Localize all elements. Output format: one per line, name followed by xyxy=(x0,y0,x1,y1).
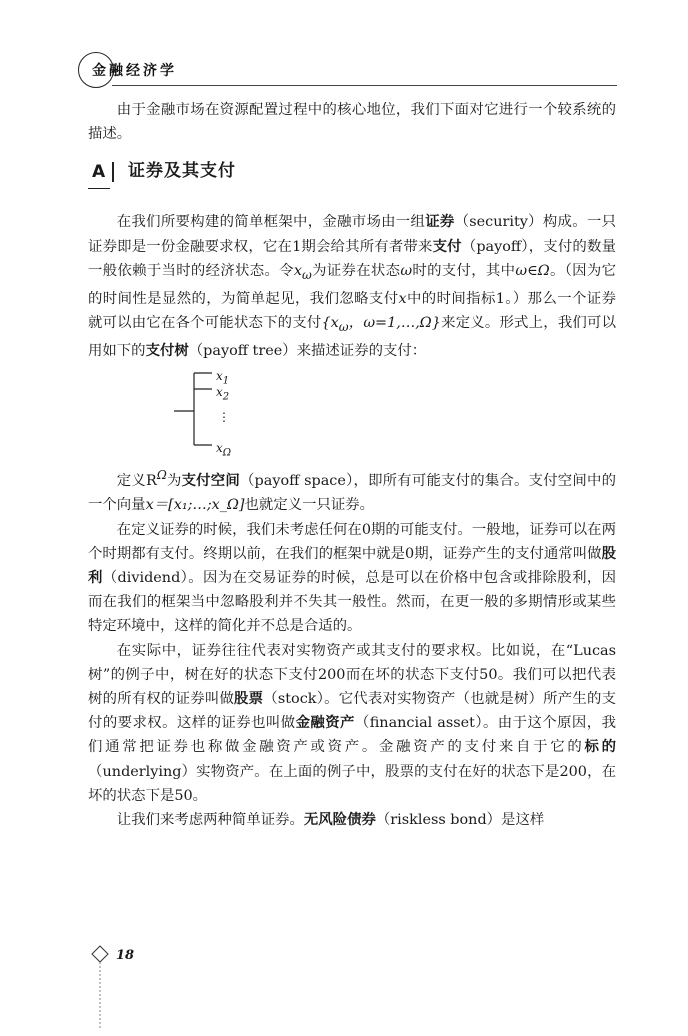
term-security: 证券 xyxy=(425,214,455,231)
term-financial-asset: 金融资产 xyxy=(295,715,355,732)
text: 中的时间指标1。）那么一个证券就可以由它在各个可能状态下的支付 xyxy=(88,290,616,332)
text: （payoff space），即所有可能支付的集合。支付空间中的一个向量 xyxy=(88,473,616,514)
paragraph-dividend xyxy=(88,518,616,639)
term-underlying: 标的 xyxy=(584,739,616,756)
running-header xyxy=(78,52,618,92)
term-riskless-bond: 无风险债券 xyxy=(303,812,376,829)
section-heading xyxy=(88,154,616,204)
math-var: {x xyxy=(321,315,339,332)
payoff-tree-diagram xyxy=(88,367,616,459)
math-var: x xyxy=(216,441,223,456)
tree-ellipsis: ⋮ xyxy=(218,410,230,425)
text: 时的支付，其中 xyxy=(412,262,516,279)
text: （stock）。它代表对实物资产（也就是树）所产生的支付的要求权。这样的证券也叫做 xyxy=(88,691,616,732)
text: （payoff tree）来描述证券的支付： xyxy=(188,343,427,360)
math-var: x xyxy=(398,290,407,307)
tree-leaf-xn xyxy=(216,436,231,466)
math-var: x xyxy=(293,262,302,279)
section-underline xyxy=(88,188,110,189)
paragraph-payoff-space xyxy=(88,463,616,517)
term-payoff: 支付 xyxy=(432,238,462,255)
text: 在实际中，证券往往代表对实物资产或其支付的要求权。比如说，在“Lucas树”的例子中，树在好的状态下支付200而在坏的状态下支付50。我们可以把代表树的所有权的证券叫做 xyxy=(88,642,616,707)
math-sub: 1 xyxy=(222,375,230,387)
header-title: 金融经济学 xyxy=(92,63,177,79)
payoff-tree-lines xyxy=(168,367,308,456)
text: （payoff），支付的数量一般依赖于当时的经济状态。令 xyxy=(88,238,616,279)
page-body xyxy=(88,98,616,832)
text: 来定义。形式上，我们可以用如下的 xyxy=(88,315,616,360)
math-var: ，ω=1,…,Ω} xyxy=(348,315,441,332)
text: （security）构成。一只证券即是一份金融要求权，它在1期会给其所有者带来 xyxy=(88,214,616,255)
math-sub: ω xyxy=(338,319,349,334)
math-sub: Ω xyxy=(222,447,232,459)
section-bar xyxy=(112,162,114,182)
math-var: x xyxy=(216,385,223,400)
math-sub: 2 xyxy=(222,391,230,403)
term-payoff-space: 支付空间 xyxy=(181,473,240,490)
page-footer xyxy=(90,942,150,1032)
section-title: 证券及其支付 xyxy=(128,161,236,182)
section-letter: A xyxy=(92,162,106,183)
header-rule xyxy=(112,85,617,86)
text: （dividend）。因为在交易证券的时候，总是可以在价格中包含或排除股利，因而在我们的框架当中忽略股利并不失其一般性。然而，在更一般的多期情形或某些特定环境中，这样的简化并不总是合适的。 xyxy=(88,569,616,635)
intro-paragraph: 由于金融市场在资源配置过程中的核心地位，我们下面对它进行一个较系统的描述。 xyxy=(88,102,616,143)
text: 为证券在状态 xyxy=(311,262,401,279)
math-var: x xyxy=(216,369,223,384)
math-sup: Ω xyxy=(156,468,167,483)
text: （financial asset）。由于这个原因，我们通常把证券也称做金融资产或资产。金融资产的支付来自于它的 xyxy=(88,715,616,756)
text: （riskless bond）是这样 xyxy=(375,812,545,829)
term-dividend: 股利 xyxy=(88,545,616,586)
text: 为 xyxy=(166,473,182,490)
paragraph-stock xyxy=(88,639,616,808)
text: （underlying）实物资产。在上面的例子中，股票的支付在好的状态下是200，在坏的状态下是50。 xyxy=(88,763,616,804)
term-stock: 股票 xyxy=(234,691,264,707)
page-number: 18 xyxy=(116,948,135,963)
text: 。（因为它的时间性是显然的，为简单起见，我们忽略支付 xyxy=(88,262,616,307)
paragraph-security-definition xyxy=(88,210,616,363)
text: 让我们来考虑两种简单证券。 xyxy=(116,812,304,829)
math-var: x＝[x₁;…;x_Ω] xyxy=(145,497,245,514)
text: 在我们所要构建的简单框架中，金融市场由一组 xyxy=(116,214,426,231)
text: 也就定义一只证券。 xyxy=(244,497,375,514)
math-var: ω xyxy=(400,262,413,279)
math-sub: ω xyxy=(301,267,312,282)
math-var: ω∈Ω xyxy=(515,262,550,279)
text: 定义R xyxy=(116,473,157,490)
term-payoff-tree: 支付树 xyxy=(145,343,189,360)
text: 在定义证券的时候，我们未考虑任何在0期的可能支付。一般地，证券可以在两个时期都有支付。终期以前，在我们的框架中就是0期，证券产生的支付通常叫做 xyxy=(88,521,616,562)
paragraph-riskless-bond xyxy=(88,808,616,832)
